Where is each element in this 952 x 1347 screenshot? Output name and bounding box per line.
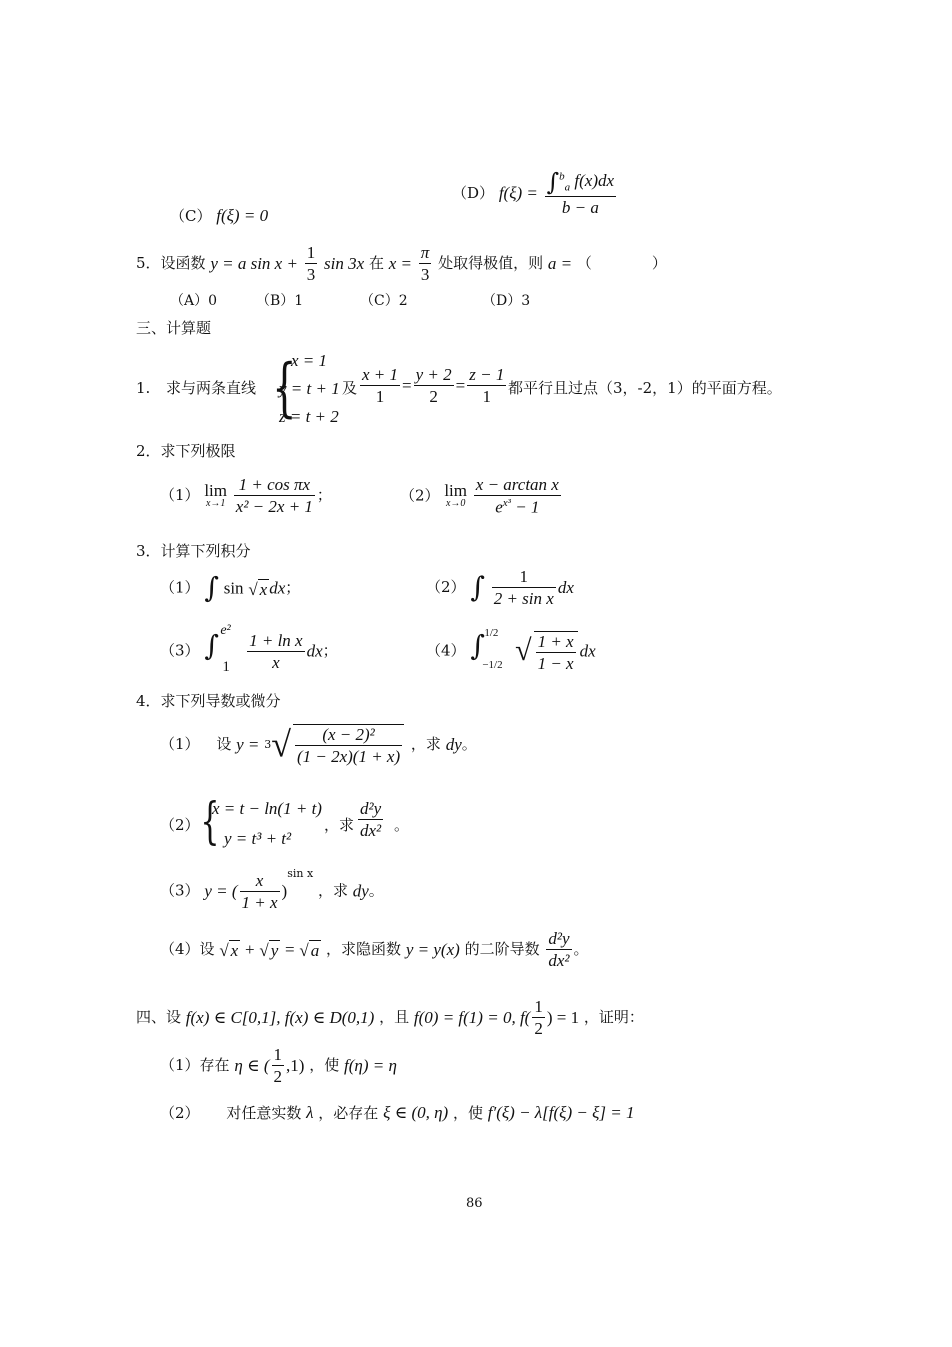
item-label: （2） <box>426 578 466 596</box>
system-brace: { <box>272 351 297 425</box>
system-eq: z = t + 2 <box>279 407 339 426</box>
derivative-3 <box>160 868 384 911</box>
condition: ) = 1 <box>546 1008 580 1027</box>
differential: dx <box>557 578 574 597</box>
frac-den: 2 <box>273 1067 283 1086</box>
differential: dx <box>579 641 596 661</box>
option-lhs: f(ξ) = <box>498 183 538 203</box>
integral-sign: ∫ <box>204 571 219 604</box>
derivative-1: （1） 设 y = 3√ $\frac{\text{(x − 2)²}}{(1 - 2x)(1 + x)}$ ，求 dy。 <box>160 724 477 766</box>
claim-expr: f(η) = η <box>344 1056 397 1075</box>
frac-den: 1 − x <box>537 653 574 673</box>
frac-den: x² − 2x + 1 <box>235 497 313 516</box>
frac-num: x − arctan x <box>475 475 559 494</box>
problem-number: 1. <box>136 379 151 397</box>
integral-sign: ∫ <box>470 570 485 604</box>
int-upper: 1/2 <box>484 627 499 639</box>
frac-den: 1 <box>375 387 385 406</box>
option-c: （C）2 <box>360 293 408 309</box>
problem-text: 求与两条直线 <box>166 379 257 397</box>
punct: 。 <box>368 881 384 900</box>
punct: 。 <box>573 940 589 958</box>
radicand: y <box>270 941 279 960</box>
problem-title: 2．求下列极限 <box>136 442 236 460</box>
claim-expr: λ <box>306 1103 314 1122</box>
integrand: sin <box>223 578 244 598</box>
frac-den: − 1 <box>515 497 540 517</box>
q5-a: a = <box>547 254 573 273</box>
frac-den: 2 + sin x <box>493 589 554 608</box>
punct: ； <box>322 641 338 660</box>
lim-symbol: lim <box>444 481 467 501</box>
question-5 <box>136 244 667 283</box>
item-text: 设 <box>216 735 232 753</box>
section-text: ，证明： <box>583 1008 644 1026</box>
claim-2 <box>160 1104 634 1121</box>
item-label: （3） <box>160 881 200 900</box>
frac-den: x <box>272 652 280 672</box>
limit-1 <box>160 476 332 515</box>
system-eq: x = 1 <box>291 351 328 370</box>
option-d: （D）3 <box>482 293 531 309</box>
q5-x: x = <box>388 254 413 273</box>
item-label: （1）存在 <box>160 1056 230 1074</box>
option-c <box>170 207 268 224</box>
page-number: 86 <box>466 1196 483 1211</box>
q5-expr-b: sin 3x <box>324 254 365 273</box>
symmetric-line-eq: $\frac{x + 1}{1}$ = $\frac{y + 2}{2}$ = $\frac{z - 1}{1}$ <box>362 365 505 406</box>
int-upper: b <box>559 170 565 183</box>
frac-num: 1 <box>273 1045 283 1064</box>
claim-expr: η ∈ ( <box>234 1056 270 1075</box>
item-label: （1） <box>160 735 200 753</box>
paren: ) <box>281 881 288 901</box>
section-4 <box>136 998 644 1037</box>
limit-2 <box>400 476 563 516</box>
item-label: （2） <box>400 486 440 505</box>
operator: = <box>285 940 295 959</box>
option-label: （D） <box>452 183 495 202</box>
exponent: sin x <box>287 867 314 880</box>
item-label: （3） <box>160 641 200 660</box>
section-text: ，且 <box>379 1008 410 1026</box>
problem-text: 都平行且过点（3，-2，1）的平面方程。 <box>508 379 782 397</box>
lim-symbol: lim <box>204 481 227 500</box>
frac-num: x + 1 <box>362 365 399 384</box>
radicand: a <box>310 941 320 960</box>
integral-sign: ∫ <box>204 629 219 662</box>
option-a: （A）0 <box>170 293 218 309</box>
section-text: 四、设 <box>136 1008 182 1026</box>
item-label: （2） <box>160 1104 200 1122</box>
punct: ； <box>285 578 301 597</box>
differential: dx <box>306 641 323 661</box>
frac-den: 3 <box>306 265 316 284</box>
frac-den: 1 <box>482 387 492 406</box>
integral-1: （1） ∫ sin √ x dx； <box>160 571 301 604</box>
q5-frac <box>305 244 318 283</box>
condition: f(x) ∈ C[0,1], f(x) ∈ D(0,1) <box>185 1008 375 1027</box>
integral-sign: ∫ <box>470 629 485 662</box>
frac-den: 3 <box>420 265 430 284</box>
frac-den: 1 + x <box>241 892 278 912</box>
system-eq: y = t + 1 <box>279 379 340 398</box>
frac-num: π <box>420 243 430 262</box>
implicit-function: y = y(x) <box>405 940 460 959</box>
integral-2 <box>426 568 574 607</box>
lhs: y = ( <box>204 881 238 901</box>
frac-num: 1 <box>306 243 316 262</box>
int-lower: −1/2 <box>482 659 503 671</box>
int-upper: e² <box>220 623 231 638</box>
root-index: 3 <box>264 738 272 751</box>
punct: 。 <box>461 735 477 753</box>
frac-num: 1 + x <box>537 631 574 651</box>
frac-num: x <box>240 872 280 892</box>
item-text: ，求 <box>317 881 348 900</box>
claim-expr: f′(ξ) − λ[f(ξ) − ξ] = 1 <box>487 1103 635 1122</box>
claim-1 <box>160 1046 397 1085</box>
item-label: （4） <box>426 641 466 660</box>
lhs: y = <box>236 735 260 754</box>
option-d <box>452 170 618 216</box>
q5-text: 在 <box>368 254 384 272</box>
option-label: （C） <box>170 207 212 225</box>
claim-expr: ξ ∈ (0, η) <box>383 1103 449 1122</box>
problem-title: 4．求下列导数或微分 <box>136 692 281 710</box>
item-text: ，求隐函数 <box>326 940 402 958</box>
frac-num: (x − 2)² <box>295 726 402 746</box>
frac-num: z − 1 <box>469 365 505 384</box>
int-lower: 1 <box>222 659 230 675</box>
item-label: （1） <box>160 578 200 597</box>
option-b: （B）1 <box>256 293 304 309</box>
frac-den: (1 − 2x)(1 + x) <box>296 747 401 766</box>
frac-num: 1 <box>534 997 543 1016</box>
claim-expr: ,1) <box>286 1056 305 1075</box>
int-lower: a <box>564 181 571 194</box>
lim-sub: x→1 <box>205 498 226 509</box>
integral-3 <box>160 623 338 676</box>
condition: f(0) = f(1) = 0, f( <box>413 1008 531 1027</box>
frac-num: 1 + ln x <box>249 630 303 650</box>
option-expr: f(ξ) = 0 <box>216 206 269 225</box>
frac-den: dx² <box>548 951 570 970</box>
item-text: ，求 <box>324 816 355 834</box>
frac-den: 2 <box>534 1019 543 1038</box>
problem-text: 及 <box>342 379 358 397</box>
frac-den: 2 <box>429 387 438 406</box>
item-text: ，必存在 <box>318 1104 379 1122</box>
item-text: 的二阶导数 <box>464 940 540 958</box>
section-title: 三、计算题 <box>136 319 212 337</box>
differential: dx <box>269 578 286 598</box>
differential: dy <box>352 881 369 901</box>
item-label: （4）设 <box>160 940 215 958</box>
punct: ； <box>316 486 332 504</box>
item-label: （2） <box>160 816 200 834</box>
derivative-4: （4）设 √ x + √ y = √ a ，求隐函数 y = y(x) 的二阶导数 $\frac{\text{d²y}}{\text{dx²}}$ 。 <box>160 929 589 970</box>
item-text: 对任意实数 <box>226 1104 302 1122</box>
differential: dy <box>445 735 462 754</box>
problem-title: 3．计算下列积分 <box>136 542 251 560</box>
q5-expr: y = a sin x + <box>210 254 298 273</box>
item-label: （1） <box>160 486 200 504</box>
frac-num: y + 2 <box>415 365 452 384</box>
punct: 。 <box>394 816 410 834</box>
q5-pi-frac <box>419 244 432 283</box>
exponent: x³ <box>502 497 511 509</box>
operator: + <box>245 940 255 959</box>
frac-num: d²y <box>360 799 382 818</box>
frac-num: d²y <box>548 929 570 948</box>
mean-value-fraction: $\frac{\int^b_a f(x)dx}{b - a}$ <box>546 168 615 217</box>
lim-sub: x→0 <box>445 498 466 510</box>
item-text: ，使 <box>452 1104 483 1122</box>
frac-den: b − a <box>561 198 599 217</box>
system-brace: { <box>200 792 220 850</box>
system-eq: x = t − ln(1 + t) <box>212 799 322 818</box>
answer-blank: （ ） <box>576 254 667 272</box>
q5-label: 5．设函数 <box>136 254 206 272</box>
frac-num: 1 <box>492 568 556 588</box>
radicand: x <box>259 579 268 599</box>
frac-num: 1 + cos πx <box>234 476 315 496</box>
integral-4: （4） ∫ 1/2 −1/2 √ $\frac{1 + x}{1 - x}$ dx <box>426 627 596 673</box>
frac-den: e <box>495 497 503 517</box>
frac-den: dx² <box>360 821 382 840</box>
system-eq: y = t³ + t² <box>224 829 292 848</box>
q5-options <box>170 294 530 308</box>
frac-num: f(x)dx <box>574 170 615 190</box>
radicand: x <box>230 941 239 960</box>
item-text: ，求 <box>410 735 441 753</box>
item-text: ，使 <box>309 1056 340 1074</box>
q5-text: 处取得极值，则 <box>438 254 544 272</box>
